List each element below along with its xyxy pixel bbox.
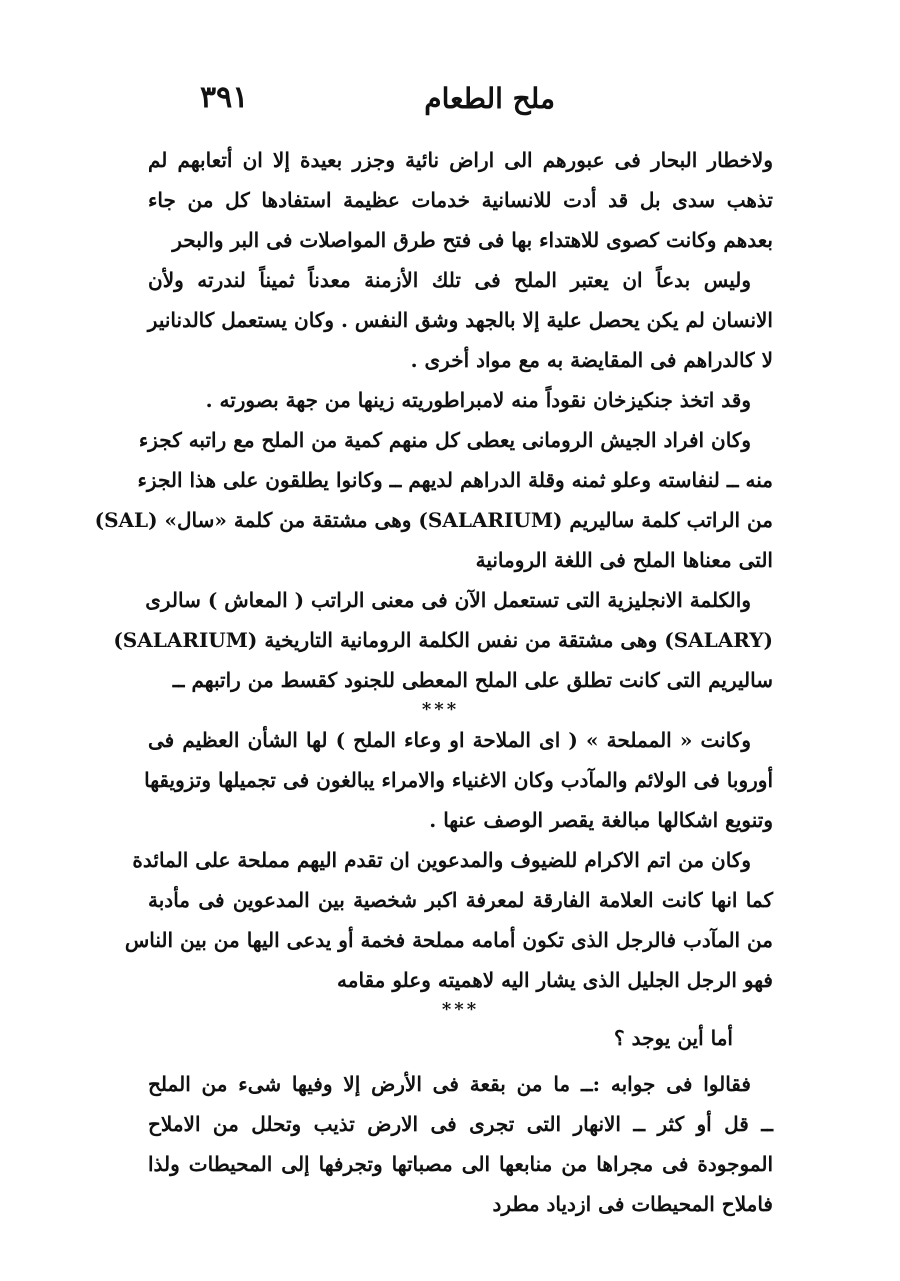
text-line: والكلمة الانجليزية التى تستعمل الآن فى معنى الراتب ( المعاش ) سالرى — [145, 588, 751, 612]
text-line: كما انها كانت العلامة الفارقة لمعرفة اكبر شخصية بين المدعوين فى مأدبة — [148, 888, 773, 912]
text-line: الانسان لم يكن يحصل علية إلا بالجهد وشق النفس . وكان يستعمل كالدنانير — [147, 308, 773, 332]
text-line: (SALARY) وهى مشتقة من نفس الكلمة الرومانية التاريخية (SALARIUM) — [113, 628, 773, 652]
text-line: لا كالدراهم فى المقايضة به مع مواد أخرى . — [410, 348, 773, 372]
text-line: وكان من اتم الاكرام للضيوف والمدعوين ان تقدم اليهم مملحة على المائدة — [132, 848, 751, 872]
text-line: الموجودة فى مجراها من منابعها الى مصباتها وتجرفها إلى المحيطات ولذا — [148, 1152, 773, 1176]
text-line: ولاخطار البحار فى عبورهم الى اراض نائية وجزر بعيدة إلا ان أتعابهم لم — [148, 148, 773, 172]
text-line: ساليريم التى كانت تطلق على الملح المعطى للجنود كقسط من راتبهم ــ — [172, 668, 773, 692]
text-line: فهو الرجل الجليل الذى يشار اليه لاهميته وعلو مقامه — [337, 968, 773, 992]
running-header — [160, 78, 760, 122]
section-question: أما أين يوجد ؟ — [614, 1026, 733, 1050]
text-line: وتنويع اشكالها مبالغة يقصر الوصف عنها . — [429, 808, 773, 832]
text-line: وكان افراد الجيش الرومانى يعطى كل منهم كمية من الملح مع راتبه كجزء — [138, 428, 751, 452]
text-line: فاملاح المحيطات فى ازدياد مطرد — [492, 1192, 773, 1216]
section-separator: *** — [421, 699, 460, 720]
text-line: من الراتب كلمة ساليريم (SALARIUM) وهى مشتقة من كلمة «سال» (SAL) — [94, 508, 773, 532]
section-separator: *** — [441, 999, 480, 1020]
text-line: فقالوا فى جوابه :ــ ما من بقعة فى الأرض إلا وفيها شىء من الملح — [148, 1072, 751, 1096]
text-line: تذهب سدى بل قد أدت للانسانية خدمات عظيمة استفادها كل من جاء — [148, 188, 773, 212]
text-line: منه ــ لنفاسته وعلو ثمنه وقلة الدراهم لديهم ــ وكانوا يطلقون على هذا الجزء — [137, 468, 773, 492]
body-text — [94, 140, 773, 1224]
text-line: وكانت « المملحة » ( اى الملاحة او وعاء الملح ) لها الشأن العظيم فى — [148, 728, 751, 752]
text-line: أوروبا فى الولائم والمآدب وكان الاغنياء والامراء يبالغون فى تجميلها وتزويقها — [144, 768, 773, 792]
text-line: ــ قل أو كثر ــ الانهار التى تجرى فى الارض تذيب وتحلل من الاملاح — [148, 1112, 773, 1136]
text-line: وقد اتخذ جنكيزخان نقوداً منه لامبراطوريته زينها من جهة بصورته . — [205, 388, 751, 412]
text-line: من المآدب فالرجل الذى تكون أمامه مملحة فخمة أو يدعى اليها من بين الناس — [124, 928, 773, 952]
text-line: بعدهم وكانت كصوى للاهتداء بها فى فتح طرق المواصلات فى البر والبحر — [172, 228, 773, 252]
text-line: التى معناها الملح فى اللغة الرومانية — [475, 548, 773, 572]
page-title: ملح الطعام — [424, 82, 555, 115]
text-line: وليس بدعاً ان يعتبر الملح فى تلك الأزمنة معدناً ثميناً لندرته ولأن — [148, 268, 751, 292]
page-number: ٣٩١ — [200, 80, 249, 115]
